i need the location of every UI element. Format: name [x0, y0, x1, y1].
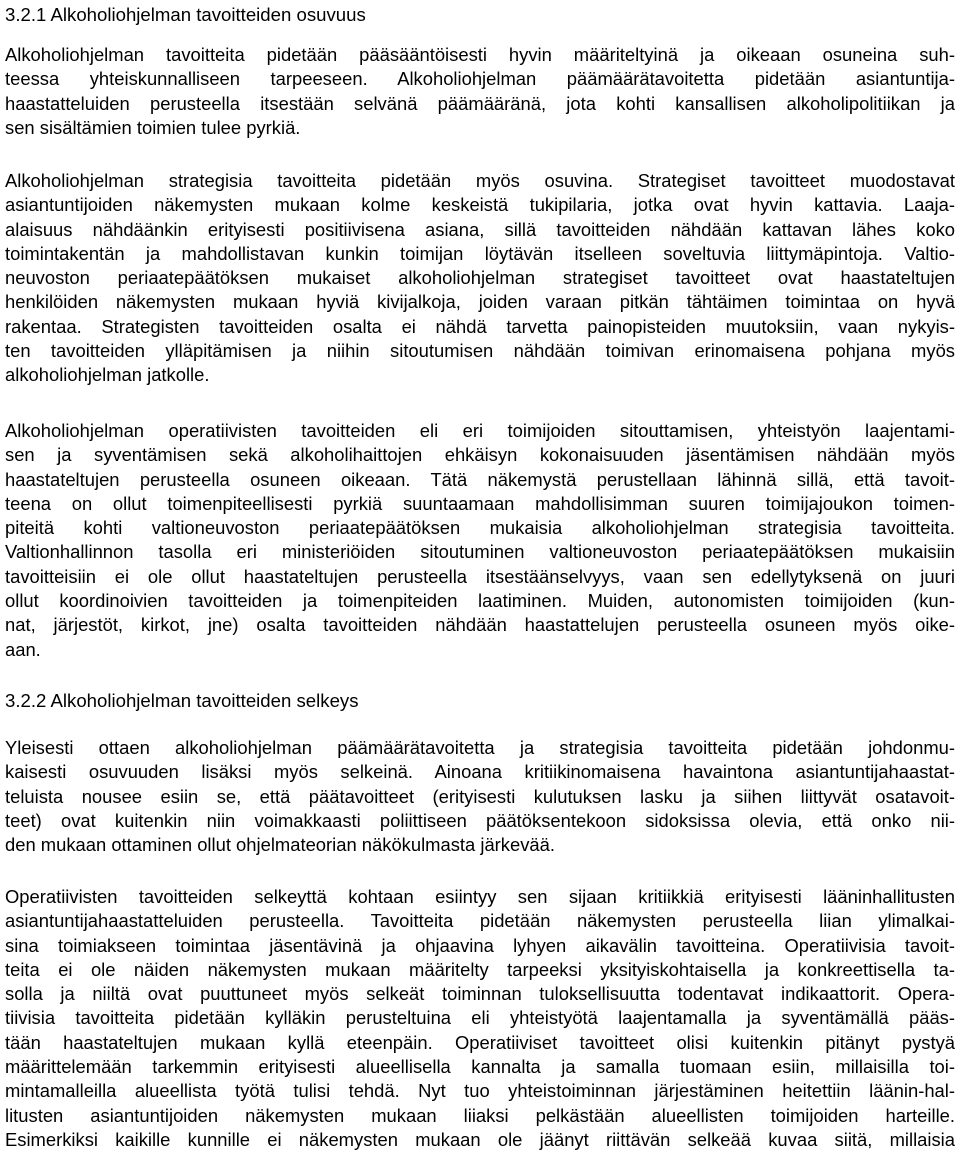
text-line: henkilöiden näkemysten mukaan hyviä kivijalkoja, joiden varaan pitkän tähtäimen toimintaa on hyvä	[5, 291, 955, 313]
text-line: toimintakentän ja mahdollistavan kunkin toimijan löytävän itselleen soveltuvia liittymäpintoja. Valtio-	[5, 242, 955, 264]
text-line: solla ja niiltä ovat puuttuneet myös selkeät toiminnan tuloksellisuutta todentavat indikaattorit. Opera-	[5, 983, 955, 1005]
text-line: teena on ollut toimenpiteellisesti pyrkiä suuntaamaan mahdollisimman suuren toimijajoukon toimen-	[5, 492, 955, 514]
text-line: aan.	[5, 638, 41, 660]
text-line: tiivisia tavoitteita pidetään kylläkin perusteltuina eli yhteistyötä laajentamalla ja syventämällä pääs-	[5, 1007, 955, 1029]
text-line: haastateltujen perusteella osuneen oikeaan. Tätä näkemystä perustellaan lähinnä sillä, että tavoit-	[5, 468, 955, 490]
text-line: rakentaa. Strategisten tavoitteiden osalta ei nähdä tarvetta painopisteiden muutoksiin, vaan nykyis-	[5, 315, 955, 337]
text-line: alkoholiohjelman jatkolle.	[5, 364, 210, 386]
text-line: litusten asiantuntijoiden näkemysten mukaan liiaksi pelkästään alueellisten toimijoiden harteille.	[5, 1104, 955, 1126]
text-line: kaisesti osuvuuden lisäksi myös selkeinä. Ainoana kritiikinomaisena havaintona asiantuntijahaastat-	[5, 761, 955, 783]
text-line: Valtionhallinnon tasolla eri ministeriöiden sitoutuminen valtioneuvoston periaatepäätöksen mukaisiin	[5, 541, 955, 563]
paragraph-2	[5, 169, 955, 388]
text-line: asiantuntijoiden näkemysten mukaan kolme keskeistä tukipilaria, jotka ovat hyvin kattavia. Laaja-	[5, 194, 955, 216]
text-line: sina toimiakseen toimintaa jäsentävinä ja ohjaavina lyhyen aikavälin tavoitteina. Operatiivisia tavoit-	[5, 934, 955, 956]
text-line: alaisuus nähdäänkin erityisesti positiivisena asiana, sillä tavoitteiden nähdään kattavan lähes koko	[5, 218, 955, 240]
text-line: Alkoholiohjelman strategisia tavoitteita pidetään myös osuvina. Strategiset tavoitteet muodostavat	[5, 170, 955, 191]
text-line: sen ja syventämisen sekä alkoholihaittojen ehkäisyn kokonaisuuden jäsentämisen nähdään myös	[5, 444, 955, 466]
text-line: ollut koordinoivien tavoitteiden ja toimenpiteiden laatiminen. Muiden, autonomisten toimijoiden (kun-	[5, 590, 955, 612]
text-line: asiantuntijahaastatteluiden perusteella. Tavoitteita pidetään näkemysten perusteella liian ylimalkai-	[5, 910, 955, 932]
text-line: Alkoholiohjelman operatiivisten tavoitteiden eli eri toimijoiden sitouttamisen, yhteistyön laajentami-	[5, 420, 955, 441]
text-line: määrittelemään tarkemmin erityisesti alueellisella kannalta ja samalla tuomaan esiin, millaisilla toi-	[5, 1056, 955, 1078]
section-heading-3-2-2: 3.2.2 Alkoholiohjelman tavoitteiden selkeys	[5, 690, 359, 711]
text-line: Operatiivisten tavoitteiden selkeyttä kohtaan esiintyy sen sijaan kritiikkiä erityisesti lääninhallitusten	[5, 886, 955, 907]
text-line: teluista nousee esiin se, että päätavoitteet (erityisesti kulutuksen lasku ja siihen liittyvät osatavoit-	[5, 785, 955, 807]
text-line: teita ei ole näiden näkemysten mukaan määritelty tarpeeksi yksityiskohtaisella ja konkreettisella ta-	[5, 958, 955, 980]
text-line: teessa yhteiskunnalliseen tarpeeseen. Alkoholiohjelman päämäärätavoitetta pidetään asiantuntija-	[5, 68, 955, 90]
text-line: neuvoston periaatepäätöksen mukaiset alkoholiohjelman strategiset tavoitteet ovat haastateltujen	[5, 267, 955, 289]
text-line: piteitä kohti valtioneuvoston periaatepäätöksen mukaisia alkoholiohjelman strategisia tavoitteita.	[5, 517, 955, 539]
section-heading-3-2-1: 3.2.1 Alkoholiohjelman tavoitteiden osuvuus	[5, 4, 366, 25]
document-page	[5, 0, 955, 1160]
text-line: nat, järjestöt, kirkot, jne) osalta tavoitteiden nähdään haastattelujen perusteella osuneen myös oike-	[5, 614, 955, 636]
text-line: Yleisesti ottaen alkoholiohjelman päämäärätavoitetta ja strategisia tavoitteita pidetään johdonmu-	[5, 737, 955, 758]
paragraph-5	[5, 885, 955, 1152]
paragraph-3	[5, 419, 955, 662]
text-line: tään haastateltujen mukaan kyllä eteenpäin. Operatiiviset tavoitteet olisi kuitenkin pitänyt pystyä	[5, 1031, 955, 1053]
paragraph-4	[5, 736, 955, 857]
text-line: Alkoholiohjelman tavoitteita pidetään pääsääntöisesti hyvin määriteltyinä ja oikeaan osuneina suh-	[5, 44, 955, 65]
text-line: sen sisältämien toimien tulee pyrkiä.	[5, 116, 301, 138]
text-line: teet) ovat kuitenkin niin voimakkaasti poliittiseen päätöksentekoon sidoksissa olevia, että onko nii-	[5, 809, 955, 831]
paragraph-1	[5, 43, 955, 140]
text-line: tavoitteisiin ei ole ollut haastateltujen perusteella itsestäänselvyys, vaan sen edellytyksenä on juuri	[5, 565, 955, 587]
text-line: den mukaan ottaminen ollut ohjelmateorian näkökulmasta järkevää.	[5, 834, 555, 856]
text-line: mintamalleilla alueellista työtä tulisi tehdä. Nyt tuo yhteistoiminnan järjestäminen heitettiin läänin-hal-	[5, 1080, 955, 1102]
text-line: haastatteluiden perusteella itsestään selvänä päämääränä, jota kohti kansallisen alkoholipolitiikan ja	[5, 92, 955, 114]
text-line: Esimerkiksi kaikille kunnille ei näkemysten mukaan ole jäänyt riittävän selkeää kuvaa siitä, millaisia	[5, 1128, 955, 1150]
text-line: ten tavoitteiden ylläpitämisen ja niihin sitoutumisen nähdään toimivan erinomaisena pohjana myös	[5, 340, 955, 362]
